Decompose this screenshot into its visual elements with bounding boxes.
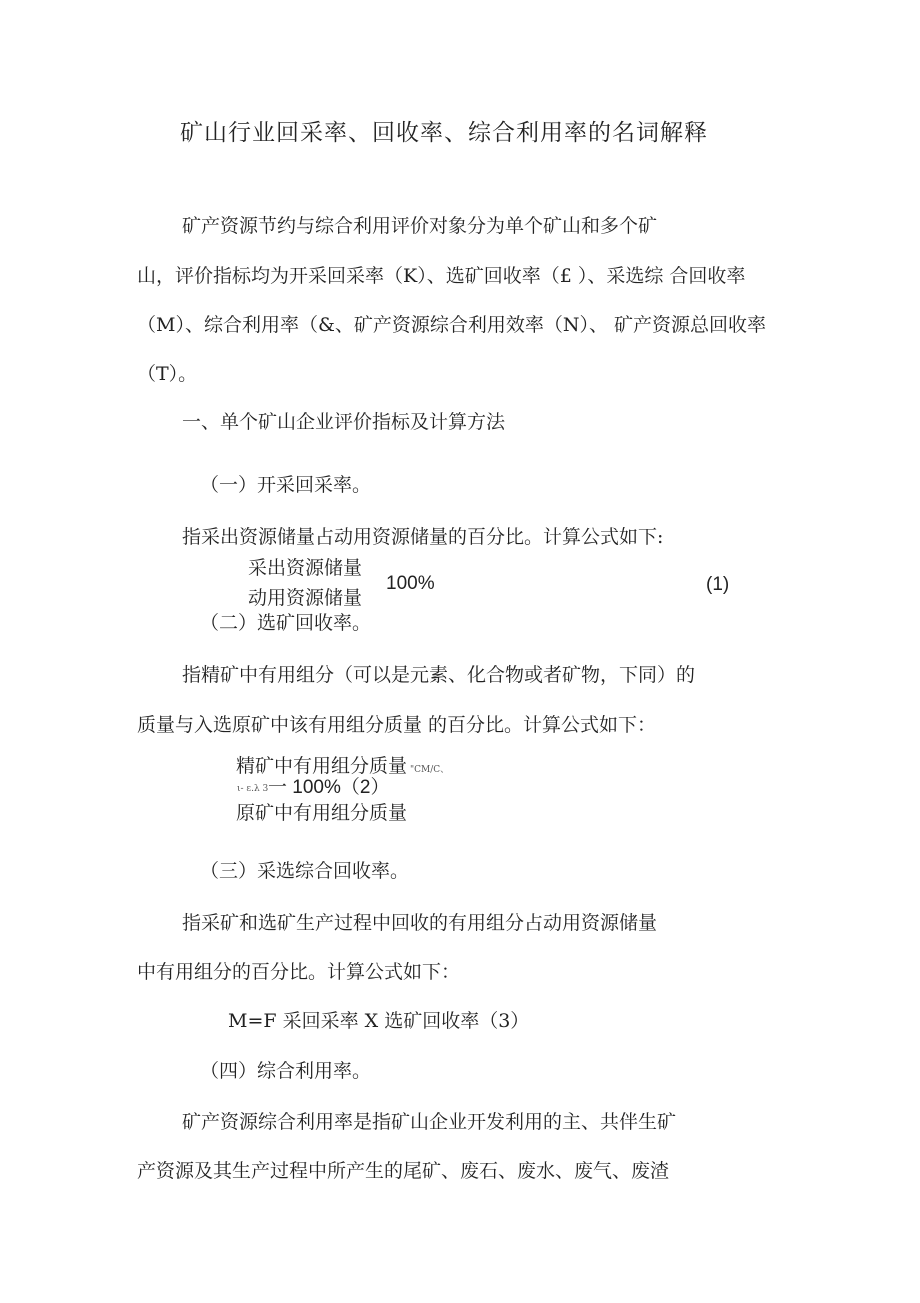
sub4-description-line-1: 矿产资源综合利用率是指矿山企业开发利用的主、共伴生矿 [182,1111,677,1133]
intro-line-2: 山，评价指标均为开采回采率（K）、选矿回收率（£ ）、采选综 合回收率 [137,265,746,287]
page-title: 矿山行业回采率、回收率、综合利用率的名词解释 [180,120,708,146]
formula2-noise-2: ι- ε.λ 3 [237,784,269,794]
sub4-description-line-2: 产资源及其生产过程中所产生的尾矿、废石、废水、废气、废渣 [137,1160,670,1182]
sub1-description: 指采出资源储量占动用资源储量的百分比。计算公式如下: [182,526,664,548]
sub2-description-line-2: 质量与入选原矿中该有用组分质量 的百分比。计算公式如下： [137,714,657,736]
formula2-denominator: 原矿中有用组分质量 [236,802,408,824]
formula1-factor: 100% [386,573,435,594]
sub1-heading: （一）开采回采率。 [200,474,372,496]
sub2-heading: （二）选矿回收率。 [200,612,372,634]
formula2-factor: 一 100%（2） [268,777,390,798]
sub4-heading: （四）综合利用率。 [200,1060,372,1082]
formula1-numerator: 采出资源储量 [248,557,363,579]
sub3-description-line-1: 指采矿和选矿生产过程中回收的有用组分占动用资源储量 [182,912,658,934]
formula3: M=F 采回采率 X 选矿回收率（3） [228,1010,530,1032]
sub3-heading: （三）采选综合回收率。 [200,860,410,882]
sub2-description-line-1: 指精矿中有用组分（可以是元素、化合物或者矿物，下同）的 [182,664,696,686]
intro-line-4: （T）。 [137,363,198,385]
intro-line-1: 矿产资源节约与综合利用评价对象分为单个矿山和多个矿 [182,215,658,237]
formula2-numerator: 精矿中有用组分质量 [236,755,408,777]
formula1-denominator: 动用资源储量 [248,587,363,609]
intro-line-3: （M）、综合利用率（&、矿产资源综合利用效率（N）、 矿产资源总回收率 [137,314,767,336]
formula1-number: (1) [706,574,730,595]
sub3-description-line-2: 中有用组分的百分比。计算公式如下： [137,961,461,983]
formula2-noise-1: "CM/C、 [410,765,450,775]
section-heading: 一、单个矿山企业评价指标及计算方法 [182,411,506,433]
